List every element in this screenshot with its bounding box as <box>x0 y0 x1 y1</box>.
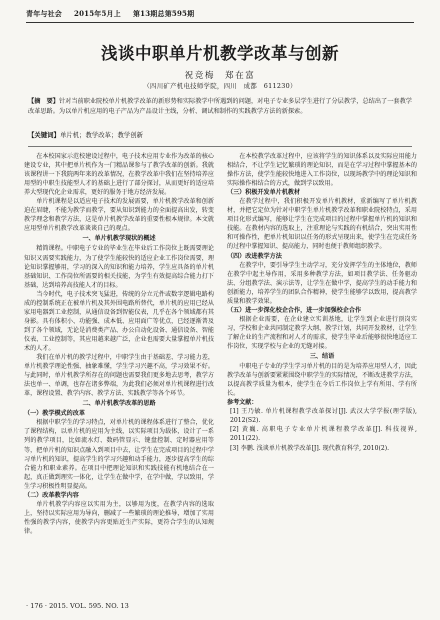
paragraph: 在教学中，要引导学生主动学习，充分发挥学生的主体地位，教师在教学中起主导作用，采用多种教学方法，如项目教学法、任务驱动法、分组教学法、演示法等，让学生在做中学，提高学生的动手能力和创新能力，培养学生的团队合作精神，使学生能够学以致用，提高教学质量和教学效果。 <box>227 261 417 305</box>
paragraph: 在本校国家示范校建设过程中，电子技术应用专业作为改革的核心建设专业，其中把单片机作为一门精品课参与了教学改革的创新。我就该课程讲一下我院两年来的改革情况，在教学改革中我们在坚持培养应用型的中职生技能型人才的基础上进行了部分探讨，从而更好的适应培养大型现代化企业需求，更好的服务于地方经济发展。 <box>24 153 214 197</box>
paragraph: 我们在单片机的教学过程中，中职学生由于基础差、学习能力差，单片机教学理论性强、抽象难懂，学生学习兴趣不高，学习效果不好。与此同时，单片机教学所存在的问题也需要我们更多地去思考，教学方法也单一、单调，也存在诸多弊端，为此我们必须对单片机课程进行改革，课程设置、教学内容、教学方法、实践教学等各个环节。 <box>24 354 214 398</box>
paragraph: 在本校教学改革过程中，应该将学生的知识体系以及实际应用能力相结合，不让学生记忆繁琐的理论知识，而是在学习过程中掌握基本的操作方法，使学生能较快地进入工作岗位，以现场教学中的理论知识和实际操作相结合的方式，做到学以致用。 <box>227 153 417 188</box>
keywords-text: 单片机；教学改革；教学创新 <box>59 131 144 139</box>
paragraph: 当今时代，电子技术突飞猛进，传统的分立元件或数字逻辑电路构成的控制系统正在被单片机及其外围电路所替代，单片机的应用已经从家用电器到工业控制，从通信设备到智能仪表，几乎在各个领域都有其身影。具有体积小、功能强、成本低、应用面广等优点，已经逐渐普及到了各个领域，无论是消费类产品、办公自动化设备、通信设备、智能仪表、工业控制等，其应用越来越广泛，企业也需要大量掌握单片机技术的人才。 <box>24 290 214 352</box>
article-authors: 祝竞梅 郑在富 <box>184 71 256 81</box>
references-heading: 参考文献： <box>227 399 258 407</box>
paragraph: 单片机教学内容应以实用为主，以够用为度，在教学内容的选取上，坚持以实际应用为导向，删减了一些繁琐的理论推导，增加了实用性强的教学内容，使教学内容更贴近生产实际，更符合学生的认知规律。 <box>24 500 214 535</box>
paragraph: 根据中职学生的学习特点，对单片机的课程体系进行了整合，优化了课程结构，以单片机的应用为主线，以实际项目为载体，设计了一系列的教学项目，比如流水灯、数码管显示、键盘控制、定时器应用等等，把单片机的知识点融入到项目中去，让学生在完成项目的过程中学习单片机的知识，提高学生的学习兴趣和动手能力，逐步提高学生的综合能力和职业素养。在项目中把理论知识和实践技能有机地结合在一起，真正做到理实一体化，让学生在做中学，在学中做，学以致用，学生学习积极性明显提高。 <box>24 419 214 490</box>
keywords <box>28 131 412 140</box>
author-affiliation: （四川矿产机电技师学院，四川 成都 611230） <box>143 82 297 90</box>
section-heading: 二、单片机教学改革的思路 <box>82 400 156 408</box>
abstract <box>28 97 412 117</box>
right-column <box>227 152 417 556</box>
issue-date: 2015年5月上 <box>74 9 121 18</box>
subsection-heading: （一）教学模式的改革 <box>24 410 85 418</box>
paragraph: 根据企业需要，在企业建立实训基地，让学生到企业进行顶岗实习，学校和企业共同制定教学大纲、教学计划，共同开发教材，让学生了解企业的生产流程和对人才的需求，使学生毕业后能够很快地适应工作岗位，实现学校与企业的无缝对接。 <box>227 315 417 350</box>
running-header <box>26 9 414 19</box>
abstract-separator <box>28 146 412 147</box>
journal-name: 青年与社会 <box>26 9 62 18</box>
subsection-heading: （三）积极开发单片机教材 <box>227 189 301 197</box>
reference-item: [3] 李鹏. 浅谈单片机教学改革[J]. 现代教育科学, 2010(2). <box>230 444 390 452</box>
left-column <box>24 152 214 556</box>
subsection-heading: （四）改进教学方法 <box>227 252 282 260</box>
abstract-text: 针对当前职业院校单片机教学改革的新形势和实际教学中所遇到的问题，对电子专业多层学生进行了分层教学，总结出了一套教学改革思路。为以单片机应用的电子产品为产品设计主线，分析、调试和制作的实践教学方法的新探索。 <box>28 98 412 116</box>
paragraph: 中职电子专业的学生学习单片机的目的是为培养应用型人才，因此教学改革与创新要紧紧围绕中职学生的实际情况，不断改进教学方法，以提高教学质量为根本，使学生在今后工作岗位上学有所用、学有所长。 <box>227 363 417 398</box>
reference-item: [1] 王乃敏. 单片机课程教学改革探讨[J]. 武汉大学学报(理学版), 2012(S2). <box>230 408 417 425</box>
paragraph: 单片机课程是以适应电子技术的发展需要，单片机教学改革和创新迫在眉睫，不能为教学而教学，要从知识到能力的全面提高出发，转变教学理念和教学方法，这是单片机教学改革的重要性根本规律。本文就应用型单片机教学改革谈谈自己的观点。 <box>24 198 214 233</box>
abstract-label: 【摘 要】 <box>28 98 59 105</box>
subsection-heading: （五）进一步深化校企合作，进一步加强校企合作 <box>227 306 362 314</box>
section-heading: 一、单片机教学现状的概述 <box>82 235 156 243</box>
header-rule <box>26 22 414 23</box>
paragraph: 在教学过程中，我们积极开发单片机教材，重新编写了单片机教材，并把它定位为针对中职学生单片机教学改革和职业院校特点，采用项目化形式编写，能够让学生在完成项目的过程中掌握单片机的知识和技能。在教材内容的选取上，注重理论与实践的有机结合，突出实用性和可操作性，把单片机知识以任务的形式呈现出来，使学生在完成任务的过程中掌握知识、提高能力，同时也便于教师组织教学。 <box>227 198 417 251</box>
article-title: 浅谈中职单片机教学改革与创新 <box>101 44 339 63</box>
section-heading: 三、结语 <box>309 353 335 361</box>
page-footer: · 176 · 2015. VOL. 595. NO. 13 <box>26 602 129 610</box>
keywords-label: 【关键词】 <box>28 131 60 139</box>
reference-item: [2] 黄巍. 高职电子专业单片机课程教学改革[J]. 科技视界, 2011(22). <box>230 426 417 443</box>
issue-number: 第13期总第595期 <box>132 9 195 18</box>
subsection-heading: （二）改革教学内容 <box>24 491 79 499</box>
paragraph: 精简课程。中职电子专业的毕业生在毕业后工作岗位上既需要理论知识又需要实践能力，为了使学生能较快的适应企业工作岗位需要，理论知识掌握够用，学习的深入的知识和能力培养，学生应具备的单片机基础知识、工作岗位所需要的相关技能，为学生有效提高综合能力打下基础，达到培养高技能人才的目标。 <box>24 245 214 289</box>
